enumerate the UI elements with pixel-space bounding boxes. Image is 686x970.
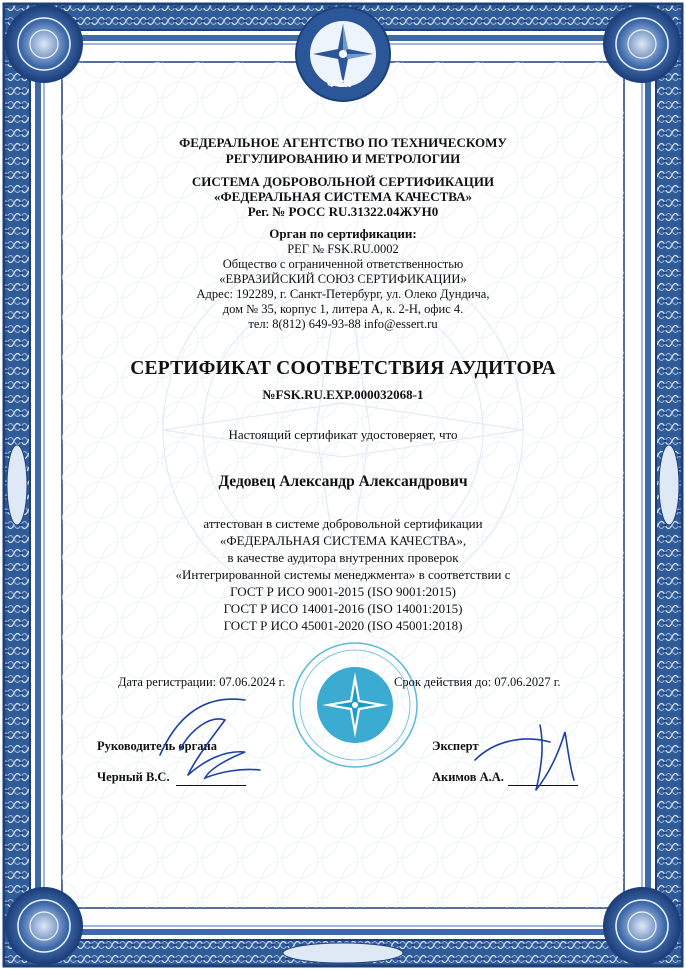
standard-item: ГОСТ Р ИСО 45001-2020 (ISO 45001:2018) bbox=[223, 618, 463, 633]
valid-until-date: Срок действия до: 07.06.2027 г. bbox=[394, 675, 561, 689]
system-line-2: «ФЕДЕРАЛЬНАЯ СИСТЕМА КАЧЕСТВА» bbox=[213, 189, 473, 204]
org-heading: Орган по сертификации: bbox=[269, 226, 417, 241]
org-line-2: «ЕВРАЗИЙСКИЙ СОЮЗ СЕРТИФИКАЦИИ» bbox=[219, 272, 467, 286]
certificate-text-3: в качестве аудитора внутренних проверок bbox=[227, 550, 459, 565]
expert-title: Эксперт bbox=[432, 739, 479, 753]
org-address-2: дом № 35, корпус 1, литера А, к. 2-Н, офис 4. bbox=[222, 302, 464, 316]
head-name: Черный В.С. bbox=[97, 770, 170, 784]
system-reg: Рег. № РОСС RU.31322.04ЖУН0 bbox=[247, 204, 439, 219]
system-line-1: СИСТЕМА ДОБРОВОЛЬНОЙ СЕРТИФИКАЦИИ bbox=[191, 174, 495, 189]
org-reg: РЕГ № FSK.RU.0002 bbox=[287, 242, 399, 256]
org-contacts: тел: 8(812) 649-93-88 info@essert.ru bbox=[248, 317, 438, 331]
expert-signature bbox=[470, 720, 590, 800]
standard-item: ГОСТ Р ИСО 9001-2015 (ISO 9001:2015) bbox=[230, 584, 456, 599]
expert-name: Акимов А.А. bbox=[432, 770, 504, 784]
certificate-text-1: аттестован в системе добровольной сертификации bbox=[203, 516, 483, 531]
certification-seal bbox=[290, 640, 420, 770]
certificate-title: СЕРТИФИКАТ СООТВЕТСТВИЯ АУДИТОРА bbox=[130, 358, 556, 379]
org-address-1: Адрес: 192289, г. Санкт-Петербург, ул. Олеко Дундича, bbox=[196, 287, 490, 301]
certificate-holder: Дедовец Александр Александрович bbox=[218, 473, 468, 490]
standard-item: ГОСТ Р ИСО 14001-2016 (ISO 14001:2015) bbox=[223, 601, 463, 616]
org-line-1: Общество с ограниченной ответственностью bbox=[222, 257, 464, 271]
head-title: Руководитель органа bbox=[97, 739, 217, 753]
head-signature bbox=[150, 690, 270, 790]
agency-line-2: РЕГУЛИРОВАНИЮ И МЕТРОЛОГИИ bbox=[225, 151, 461, 166]
agency-line-1: ФЕДЕРАЛЬНОЕ АГЕНТСТВО ПО ТЕХНИЧЕСКОМУ bbox=[179, 135, 507, 150]
certificate-number: №FSK.RU.EXP.000032068-1 bbox=[262, 387, 424, 402]
certificate-intro: Настоящий сертификат удостоверяет, что bbox=[228, 427, 458, 442]
certificate-text-4: «Интегрированной системы менеджмента» в соответствии с bbox=[175, 567, 511, 582]
logo-abbr: ФСК bbox=[327, 78, 352, 90]
certificate-text-2: «ФЕДЕРАЛЬНАЯ СИСТЕМА КАЧЕСТВА», bbox=[219, 533, 467, 548]
registration-date: Дата регистрации: 07.06.2024 г. bbox=[118, 675, 286, 689]
